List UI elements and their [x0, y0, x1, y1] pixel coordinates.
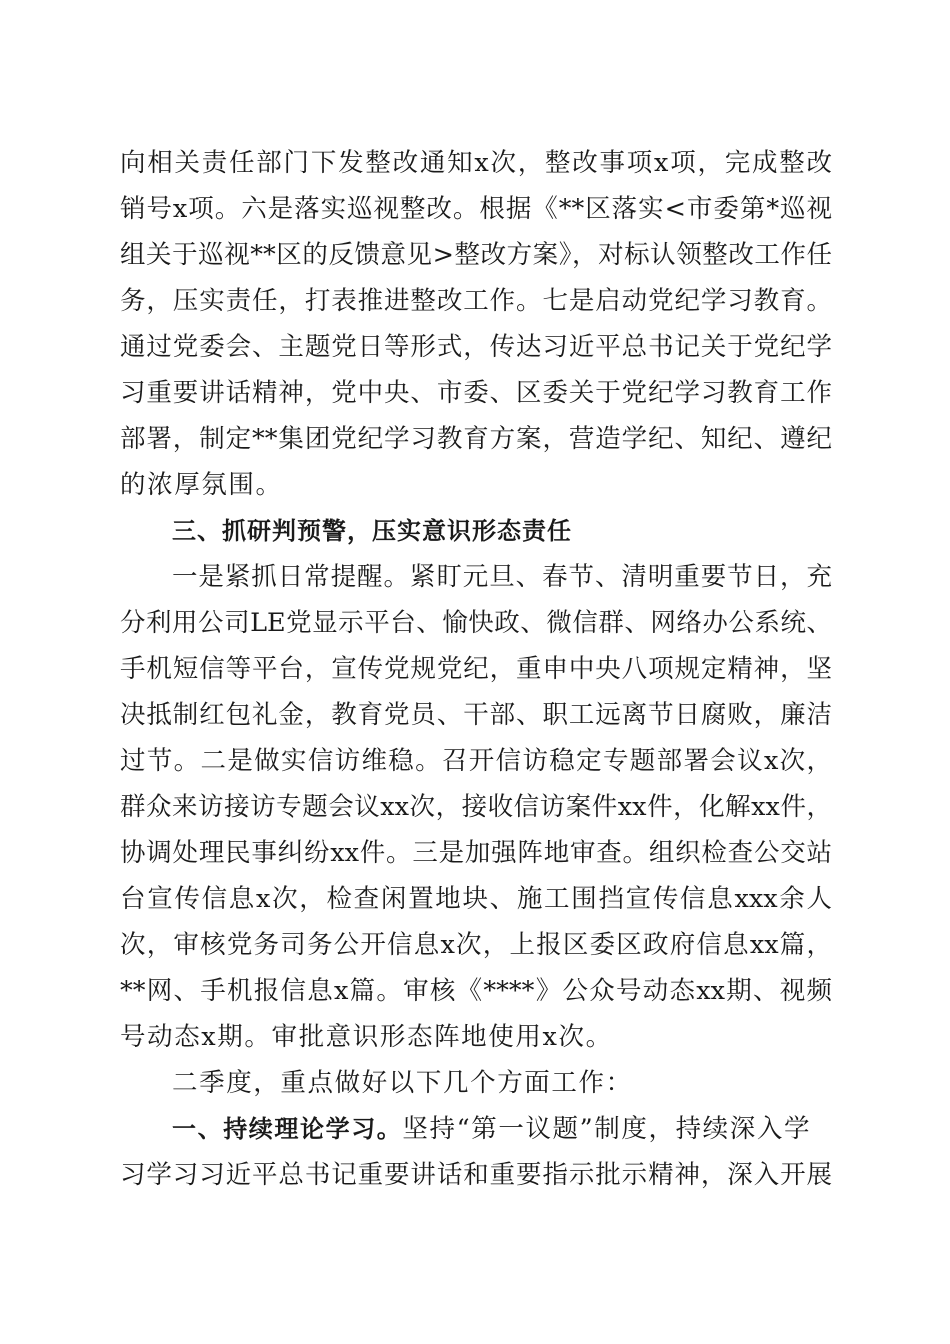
- text-line: 分利用公司LE党显示平台、愉快政、微信群、网络办公系统、: [120, 608, 832, 638]
- text-line: 向相关责任部门下发整改通知x次，整改事项x项，完成整改: [120, 148, 832, 178]
- text-line: 习重要讲话精神，党中央、市委、区委关于党纪学习教育工作: [120, 378, 832, 408]
- text-line: 手机短信等平台，宣传党规党纪，重申中央八项规定精神，坚: [120, 654, 832, 684]
- text-line: 次，审核党务司务公开信息x次，上报区委区政府信息xx篇，: [120, 930, 832, 960]
- text-line: 习学习习近平总书记重要讲话和重要指示批示精神，深入开展: [120, 1160, 832, 1190]
- text-line: 决抵制红包礼金，教育党员、干部、职工远离节日腐败，廉洁: [120, 700, 832, 730]
- text-line: 号动态x期。审批意识形态阵地使用x次。: [120, 1022, 613, 1052]
- text-line: 销号x项。六是落实巡视整改。根据《**区落实<市委第*巡视: [120, 194, 832, 224]
- text-line: 协调处理民事纠纷xx件。三是加强阵地审查。组织检查公交站: [120, 838, 832, 868]
- document-page: [120, 140, 832, 1198]
- text-line: [120, 1106, 832, 1152]
- text-line: 组关于巡视**区的反馈意见>整改方案》，对标认领整改工作任: [120, 240, 832, 270]
- item-text: 坚持“第一议题”制度，持续深入学: [402, 1114, 812, 1144]
- text-line: 务，压实责任，打表推进整改工作。七是启动党纪学习教育。: [120, 286, 832, 316]
- text-line: 的浓厚氛围。: [120, 470, 283, 500]
- paragraph-rectification: [120, 140, 832, 508]
- text-line: 群众来访接访专题会议xx次，接收信访案件xx件，化解xx件，: [120, 792, 832, 822]
- text-line: 部署，制定**集团党纪学习教育方案，营造学纪、知纪、遵纪: [120, 424, 832, 454]
- text-line: 过节。二是做实信访维稳。召开信访稳定专题部署会议x次，: [120, 746, 832, 776]
- text-line: **网、手机报信息x篇。审核《****》公众号动态xx期、视频: [120, 976, 832, 1006]
- text-line: 通过党委会、主题党日等形式，传达习近平总书记关于党纪学: [120, 332, 832, 362]
- text-line: 台宣传信息x次，检查闲置地块、施工围挡宣传信息xxx余人: [120, 884, 832, 914]
- section-heading: 三、抓研判预警，压实意识形态责任: [172, 517, 572, 545]
- item-lead: 一、持续理论学习。: [172, 1115, 403, 1143]
- q2-intro: 二季度，重点做好以下几个方面工作：: [172, 1068, 633, 1098]
- text-line: 一是紧抓日常提醒。紧盯元旦、春节、清明重要节日，充: [172, 562, 832, 592]
- paragraph-theory-study: [120, 1106, 832, 1198]
- paragraph-ideology: [120, 554, 832, 1060]
